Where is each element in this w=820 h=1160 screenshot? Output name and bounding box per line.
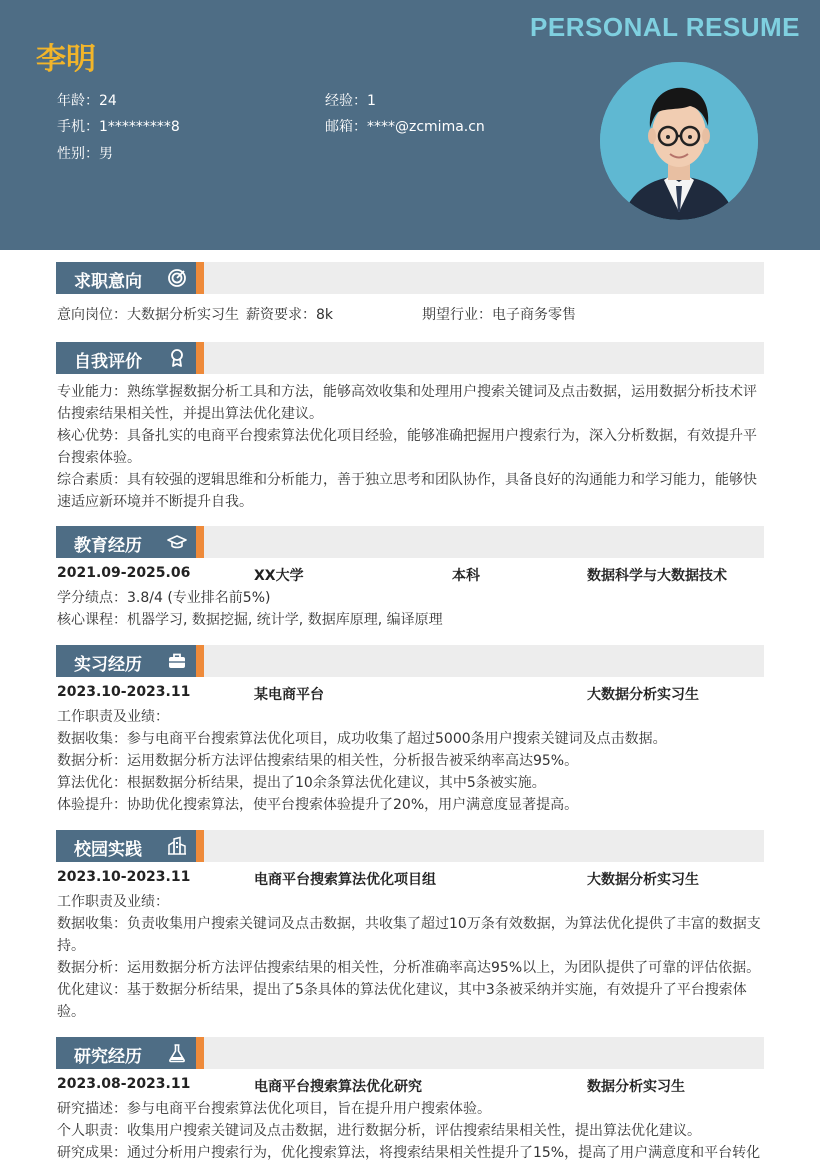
graduation-cap-icon <box>167 532 187 552</box>
phone-info: 手机：1*********8 <box>57 119 180 135</box>
campus-date: 2023.10-2023.11 <box>57 869 191 885</box>
education-school: XX大学 <box>254 568 304 584</box>
self-eval-advantage: 核心优势：具备扎实的电商平台搜索算法优化项目经验，能够准确把握用户搜索行为，深入分析数据，有效提升平台搜索体验。 <box>57 428 757 466</box>
section-accent <box>196 342 204 374</box>
candidate-name: 李明 <box>36 42 96 77</box>
avatar <box>600 62 758 220</box>
campus-duty-analysis: 数据分析：运用数据分析方法评估搜索结果的相关性，分析准确率高达95%以上，为团队提供了可靠的评估依据。 <box>57 960 761 976</box>
section-research <box>56 1037 764 1069</box>
award-icon <box>167 348 187 368</box>
research-description: 研究描述：参与电商平台搜索算法优化项目，旨在提升用户搜索体验。 <box>57 1101 491 1117</box>
intent-position: 意向岗位：大数据分析实习生 <box>57 307 239 323</box>
section-title-education: 教育经历 <box>74 536 142 556</box>
self-eval-quality: 综合素质：具有较强的逻辑思维和分析能力，善于独立思考和团队协作，具备良好的沟通能力和学习能力，能够快速适应新环境并不断提升自我。 <box>57 472 757 510</box>
section-accent <box>196 262 204 294</box>
section-title-research: 研究经历 <box>74 1047 142 1067</box>
campus-org: 电商平台搜索算法优化项目组 <box>254 872 436 888</box>
research-role: 数据分析实习生 <box>587 1079 685 1095</box>
internship-role: 大数据分析实习生 <box>587 687 699 703</box>
internship-duty-experience: 体验提升：协助优化搜索算法，使平台搜索体验提升了20%，用户满意度显著提高。 <box>57 797 579 813</box>
education-gpa: 学分绩点：3.8/4 (专业排名前5%) <box>57 590 271 606</box>
age-info: 年龄：24 <box>57 93 117 109</box>
internship-date: 2023.10-2023.11 <box>57 684 191 700</box>
section-education <box>56 526 764 558</box>
gender-info: 性别：男 <box>57 146 113 162</box>
resume-tag: PERSONAL RESUME <box>530 12 800 42</box>
section-self-evaluation <box>56 342 764 374</box>
section-title-campus: 校园实践 <box>74 840 142 860</box>
education-major: 数据科学与大数据技术 <box>587 568 727 584</box>
avatar-portrait-icon <box>600 62 758 220</box>
section-internship <box>56 645 764 677</box>
self-eval-skill: 专业能力：熟练掌握数据分析工具和方法，能够高效收集和处理用户搜索关键词及点击数据，运用数据分析技术评估搜索结果相关性，并提出算法优化建议。 <box>57 384 757 422</box>
section-campus <box>56 830 764 862</box>
internship-company: 某电商平台 <box>254 687 324 703</box>
section-title-job-intent: 求职意向 <box>74 272 142 292</box>
intent-industry: 期望行业：电子商务零售 <box>422 307 576 323</box>
education-courses: 核心课程：机器学习, 数据挖掘, 统计学, 数据库原理, 编译原理 <box>57 612 443 628</box>
section-accent <box>196 645 204 677</box>
section-accent <box>196 830 204 862</box>
internship-duties-heading: 工作职责及业绩： <box>57 709 169 725</box>
experience-info: 经验：1 <box>325 93 376 109</box>
flask-icon <box>167 1043 187 1063</box>
section-job-intent <box>56 262 764 294</box>
research-date: 2023.08-2023.11 <box>57 1076 191 1092</box>
research-responsibility: 个人职责：收集用户搜索关键词及点击数据，进行数据分析，评估搜索结果相关性，提出算法优化建议。 <box>57 1123 701 1139</box>
section-title-internship: 实习经历 <box>74 655 142 675</box>
research-outcome: 研究成果：通过分析用户搜索行为，优化搜索算法，将搜索结果相关性提升了15%，提高了用户满意度和平台转化 <box>57 1145 761 1160</box>
buildings-icon <box>167 836 187 856</box>
campus-duty-collect: 数据收集：负责收集用户搜索关键词及点击数据，共收集了超过10万条有效数据，为算法优化提供了丰富的数据支持。 <box>57 916 761 954</box>
internship-duty-algorithm: 算法优化：根据数据分析结果，提出了10余条算法优化建议，其中5条被实施。 <box>57 775 546 791</box>
email-info: 邮箱：****@zcmima.cn <box>325 119 485 135</box>
target-icon <box>167 268 187 288</box>
briefcase-icon <box>167 651 187 671</box>
campus-duties-heading: 工作职责及业绩： <box>57 894 169 910</box>
education-degree: 本科 <box>452 568 480 584</box>
resume-header <box>0 0 820 250</box>
section-accent <box>196 526 204 558</box>
campus-role: 大数据分析实习生 <box>587 872 699 888</box>
campus-duty-suggest: 优化建议：基于数据分析结果，提出了5条具体的算法优化建议，其中3条被采纳并实施，有效提升了平台搜索体验。 <box>57 982 747 1020</box>
section-accent <box>196 1037 204 1069</box>
internship-duty-collect: 数据收集：参与电商平台搜索算法优化项目，成功收集了超过5000条用户搜索关键词及点击数据。 <box>57 731 667 747</box>
internship-duty-analysis: 数据分析：运用数据分析方法评估搜索结果的相关性，分析报告被采纳率高达95%。 <box>57 753 579 769</box>
education-date: 2021.09-2025.06 <box>57 565 191 581</box>
intent-salary: 薪资要求：8k <box>246 307 334 323</box>
section-title-self-evaluation: 自我评价 <box>74 352 142 372</box>
research-topic: 电商平台搜索算法优化研究 <box>254 1079 422 1095</box>
